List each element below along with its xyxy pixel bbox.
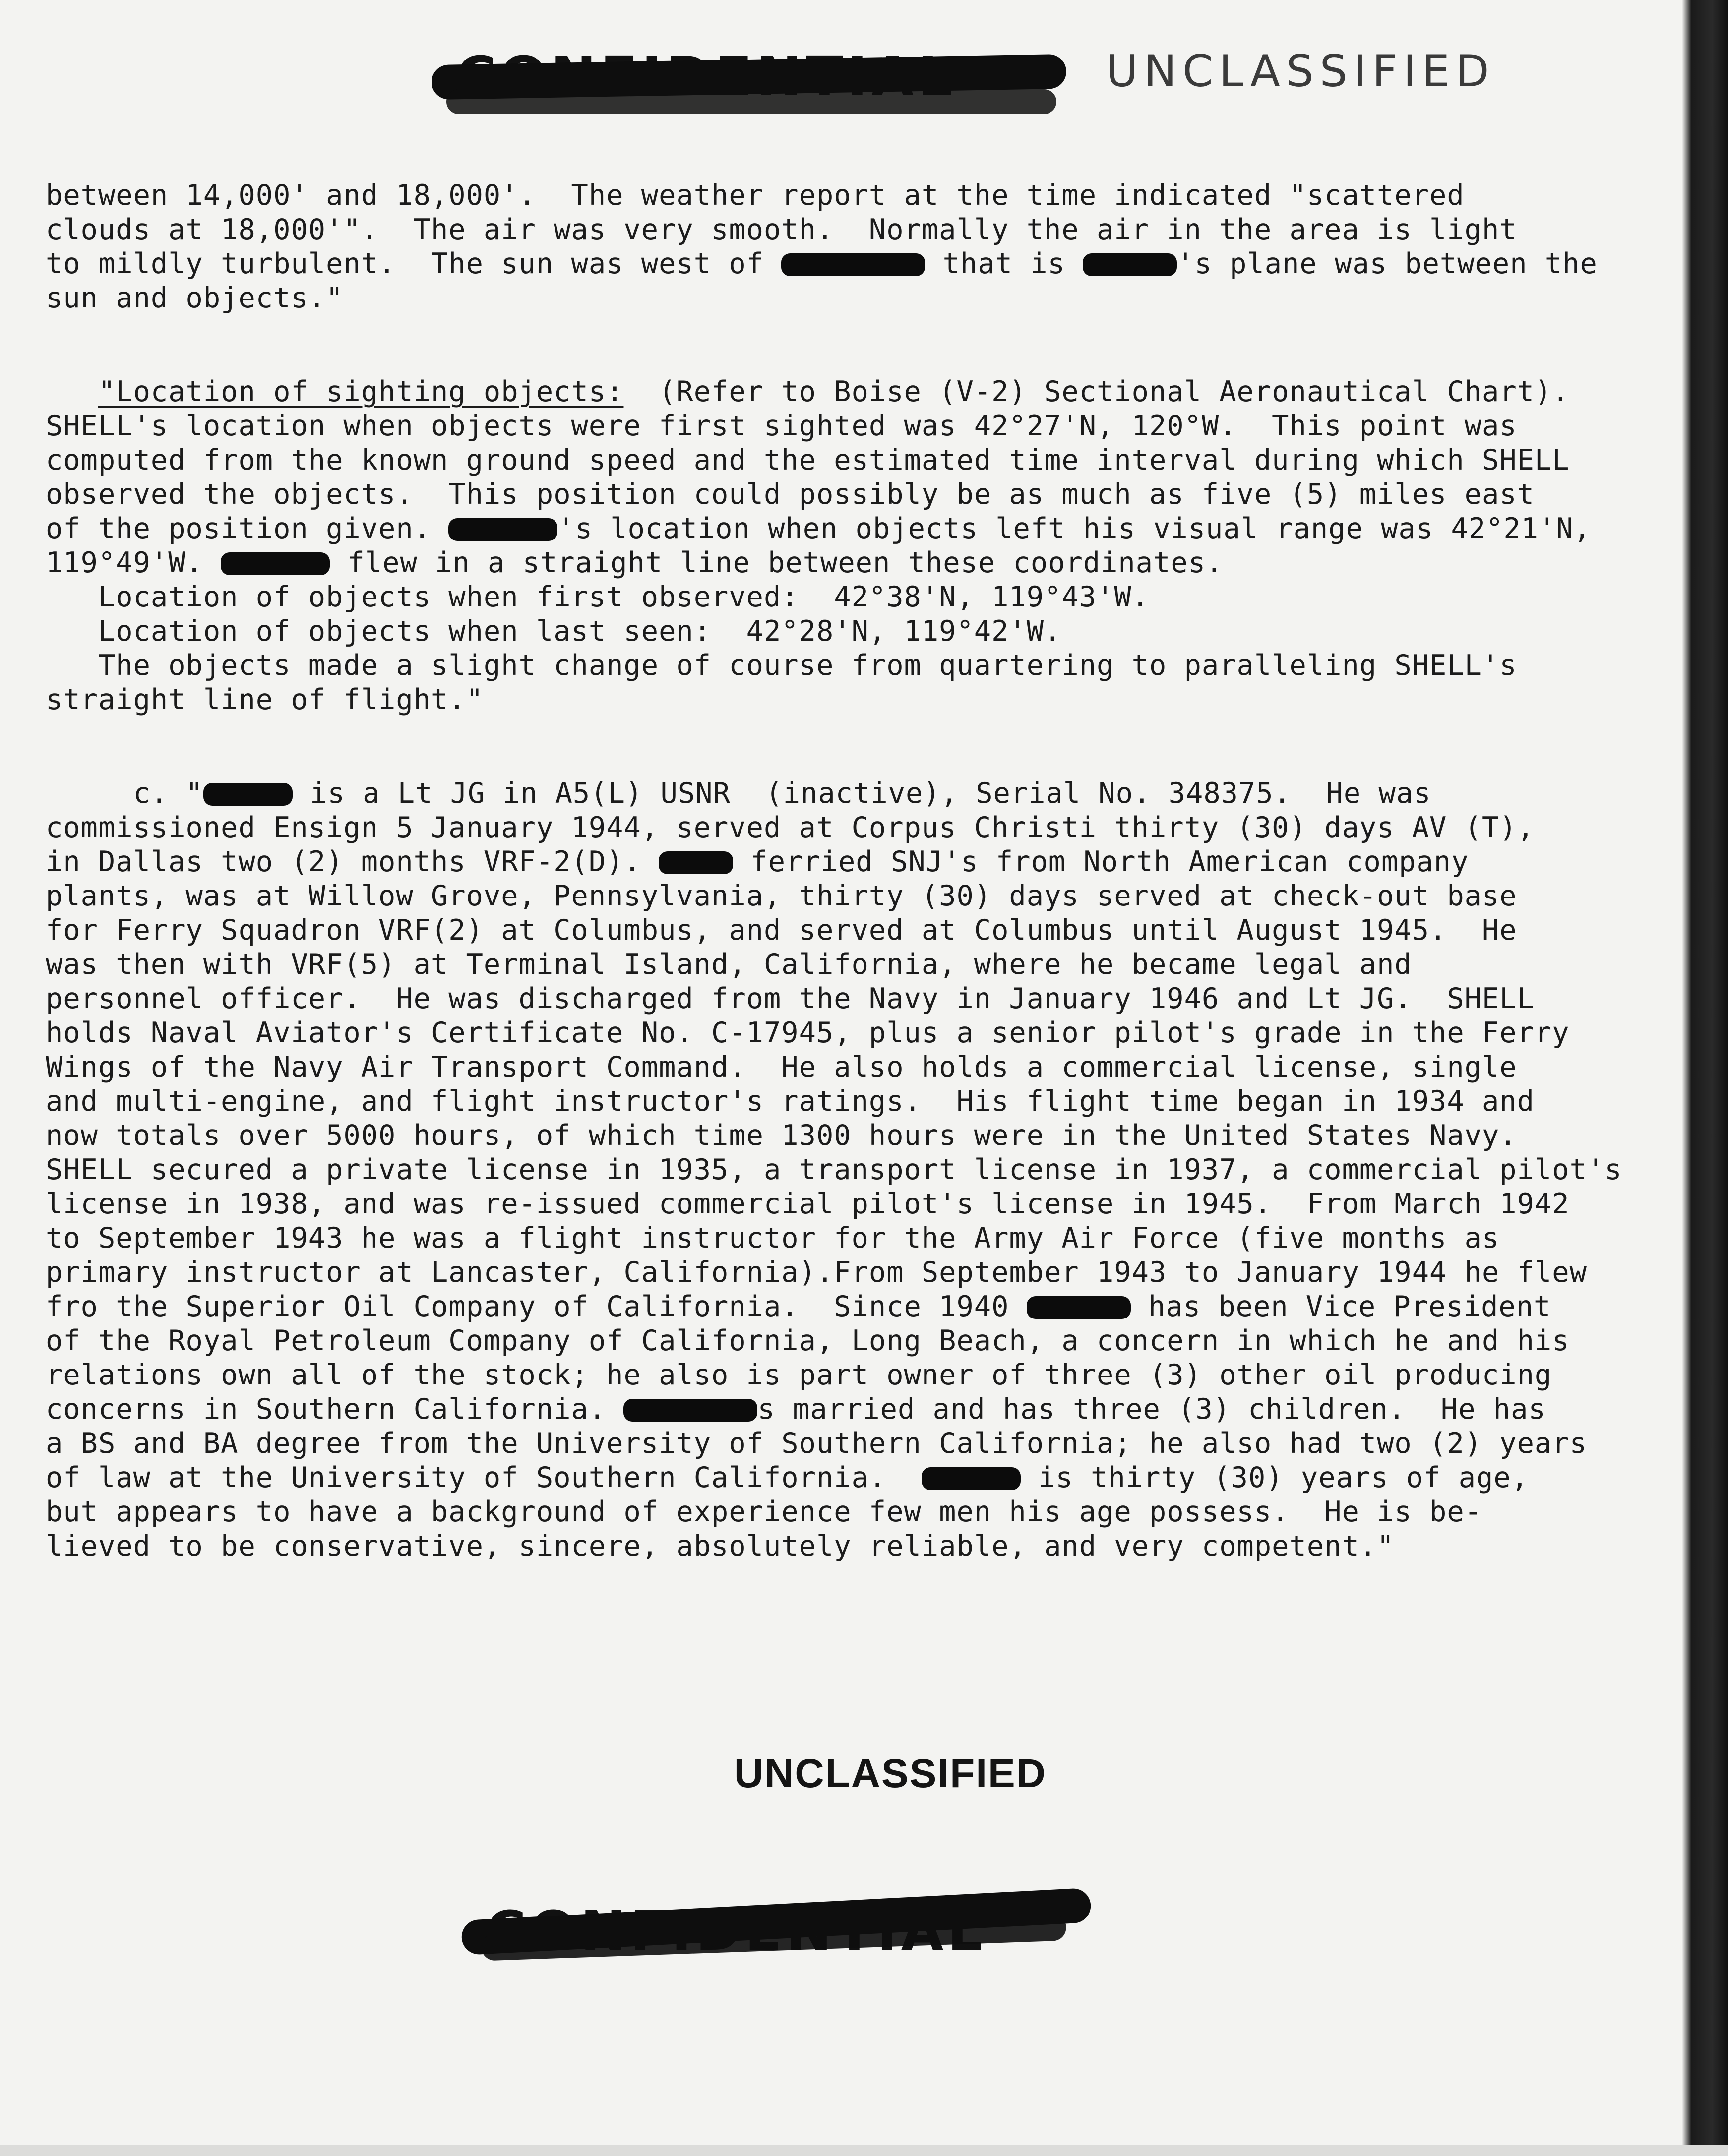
text-segment: 119°49'W. [46, 546, 221, 579]
redaction-bar [922, 1467, 1021, 1490]
text-segment: is a Lt JG in A5(L) USNR (inactive), Serial No. 348375. He was [292, 777, 1431, 810]
text-segment: flew in a straight line between these coordinates. [330, 546, 1224, 579]
text-line: a BS and BA degree from the University of Southern California; he also had two (2) years [46, 1427, 1587, 1460]
top-stamp-strikeout-2 [446, 89, 1056, 114]
text-line: now totals over 5000 hours, of which time 1300 hours were in the United States Navy. [46, 1119, 1517, 1152]
text-line: Location of objects when last seen: 42°28'N, 119°42'W. [46, 615, 1062, 648]
text-segment: concerns in Southern California. [46, 1393, 624, 1426]
text-line: Location of objects when first observed: 42°38'N, 119°43'W. [46, 581, 1149, 613]
text-line: The objects made a slight change of course from quartering to paralleling SHELL's [46, 649, 1517, 682]
text-line: of the Royal Petroleum Company of California, Long Beach, a concern in which he and his [46, 1324, 1570, 1357]
text-segment: s married and has three (3) children. He has [757, 1393, 1546, 1426]
paragraph-biography [46, 777, 1648, 1563]
text-line: Wings of the Navy Air Transport Command. He also holds a commercial license, single [46, 1051, 1517, 1083]
text-line: sun and objects." [46, 282, 344, 314]
redaction-bar [203, 783, 293, 806]
bottom-confidential-stamp [461, 1869, 1101, 1978]
redaction-bar [781, 253, 925, 276]
text-line: primary instructor at Lancaster, California).From September 1943 to January 1944 he flew [46, 1256, 1587, 1289]
redaction-bar [221, 552, 330, 575]
text-line [46, 1392, 1648, 1427]
text-line: holds Naval Aviator's Certificate No. C-17945, plus a senior pilot's grade in the Ferry [46, 1017, 1570, 1049]
text-segment: that is [925, 247, 1083, 280]
text-line [46, 845, 1648, 879]
text-line [46, 777, 1648, 811]
text-line: but appears to have a background of experience few men his age possess. He is be- [46, 1496, 1482, 1528]
text-line: relations own all of the stock; he also is part owner of three (3) other oil producing [46, 1359, 1552, 1391]
text-segment: c. " [46, 777, 203, 810]
text-segment: 's plane was between the [1177, 247, 1598, 280]
text-line: for Ferry Squadron VRF(2) at Columbus, and served at Columbus until August 1945. He [46, 914, 1517, 947]
text-line: straight line of flight." [46, 683, 484, 716]
text-segment: 's location when objects left his visual range was 42°21'N, [557, 512, 1591, 545]
text-line [46, 1461, 1648, 1495]
text-line: and multi-engine, and flight instructor's ratings. His flight time began in 1934 and [46, 1085, 1535, 1118]
text-segment: has been Vice President [1130, 1290, 1551, 1323]
top-confidential-stamp [432, 30, 1081, 129]
text-segment: fro the Superior Oil Company of California. Since 1940 [46, 1290, 1027, 1323]
text-line: was then with VRF(5) at Terminal Island, California, where he became legal and [46, 948, 1412, 981]
text-segment: in Dallas two (2) months VRF-2(D). [46, 845, 659, 878]
top-classification-marking: UNCLASSIFIED [1106, 46, 1495, 97]
scan-edge-right [1682, 0, 1728, 2156]
text-line [46, 512, 1648, 546]
text-line: computed from the known ground speed and the estimated time interval during which SHELL [46, 444, 1570, 477]
text-segment: to mildly turbulent. The sun was west of [46, 247, 782, 280]
redaction-bar [623, 1399, 757, 1422]
redaction-bar [1027, 1296, 1131, 1319]
paragraph-location [46, 375, 1648, 717]
text-line: observed the objects. This position could possibly be as much as five (5) miles east [46, 478, 1535, 511]
paragraph-spacer [46, 315, 1648, 375]
paragraph-weather [46, 179, 1648, 315]
text-segment: of the position given. [46, 512, 449, 545]
text-line [46, 1290, 1648, 1324]
text-line: SHELL's location when objects were first sighted was 42°27'N, 120°W. This point was [46, 410, 1517, 442]
paragraph-spacer [46, 717, 1648, 777]
text-line: lieved to be conservative, sincere, absolutely reliable, and very competent." [46, 1530, 1395, 1562]
scan-edge-bottom [0, 2145, 1728, 2156]
redaction-bar [659, 851, 733, 874]
redaction-bar [448, 518, 557, 541]
text-line: license in 1938, and was re-issued commercial pilot's license in 1945. From March 1942 [46, 1188, 1570, 1220]
redaction-bar [1083, 253, 1177, 276]
text-line: personnel officer. He was discharged from the Navy in January 1946 and Lt JG. SHELL [46, 982, 1535, 1015]
text-line [46, 375, 1648, 409]
document-body [46, 179, 1648, 1563]
section-heading: "Location of sighting objects: [98, 375, 624, 408]
text-line [46, 546, 1648, 580]
bottom-classification-marking: UNCLASSIFIED [734, 1751, 1047, 1796]
text-segment: ferried SNJ's from North American company [733, 845, 1469, 878]
text-line: plants, was at Willow Grove, Pennsylvania, thirty (30) days served at check-out base [46, 880, 1517, 912]
text-segment: of law at the University of Southern California. [46, 1461, 922, 1494]
text-segment: (Refer to Boise (V-2) Sectional Aeronautical Chart). [623, 375, 1570, 408]
text-line: clouds at 18,000'". The air was very smooth. Normally the air in the area is light [46, 213, 1517, 246]
text-line: between 14,000' and 18,000'. The weather report at the time indicated "scattered [46, 179, 1465, 212]
text-segment: is thirty (30) years of age, [1020, 1461, 1529, 1494]
text-line: SHELL secured a private license in 1935, a transport license in 1937, a commercial pilot's [46, 1153, 1622, 1186]
text-line: to September 1943 he was a flight instructor for the Army Air Force (five months as [46, 1222, 1500, 1255]
text-line: commissioned Ensign 5 January 1944, served at Corpus Christi thirty (30) days AV (T), [46, 811, 1535, 844]
text-line [46, 247, 1648, 281]
